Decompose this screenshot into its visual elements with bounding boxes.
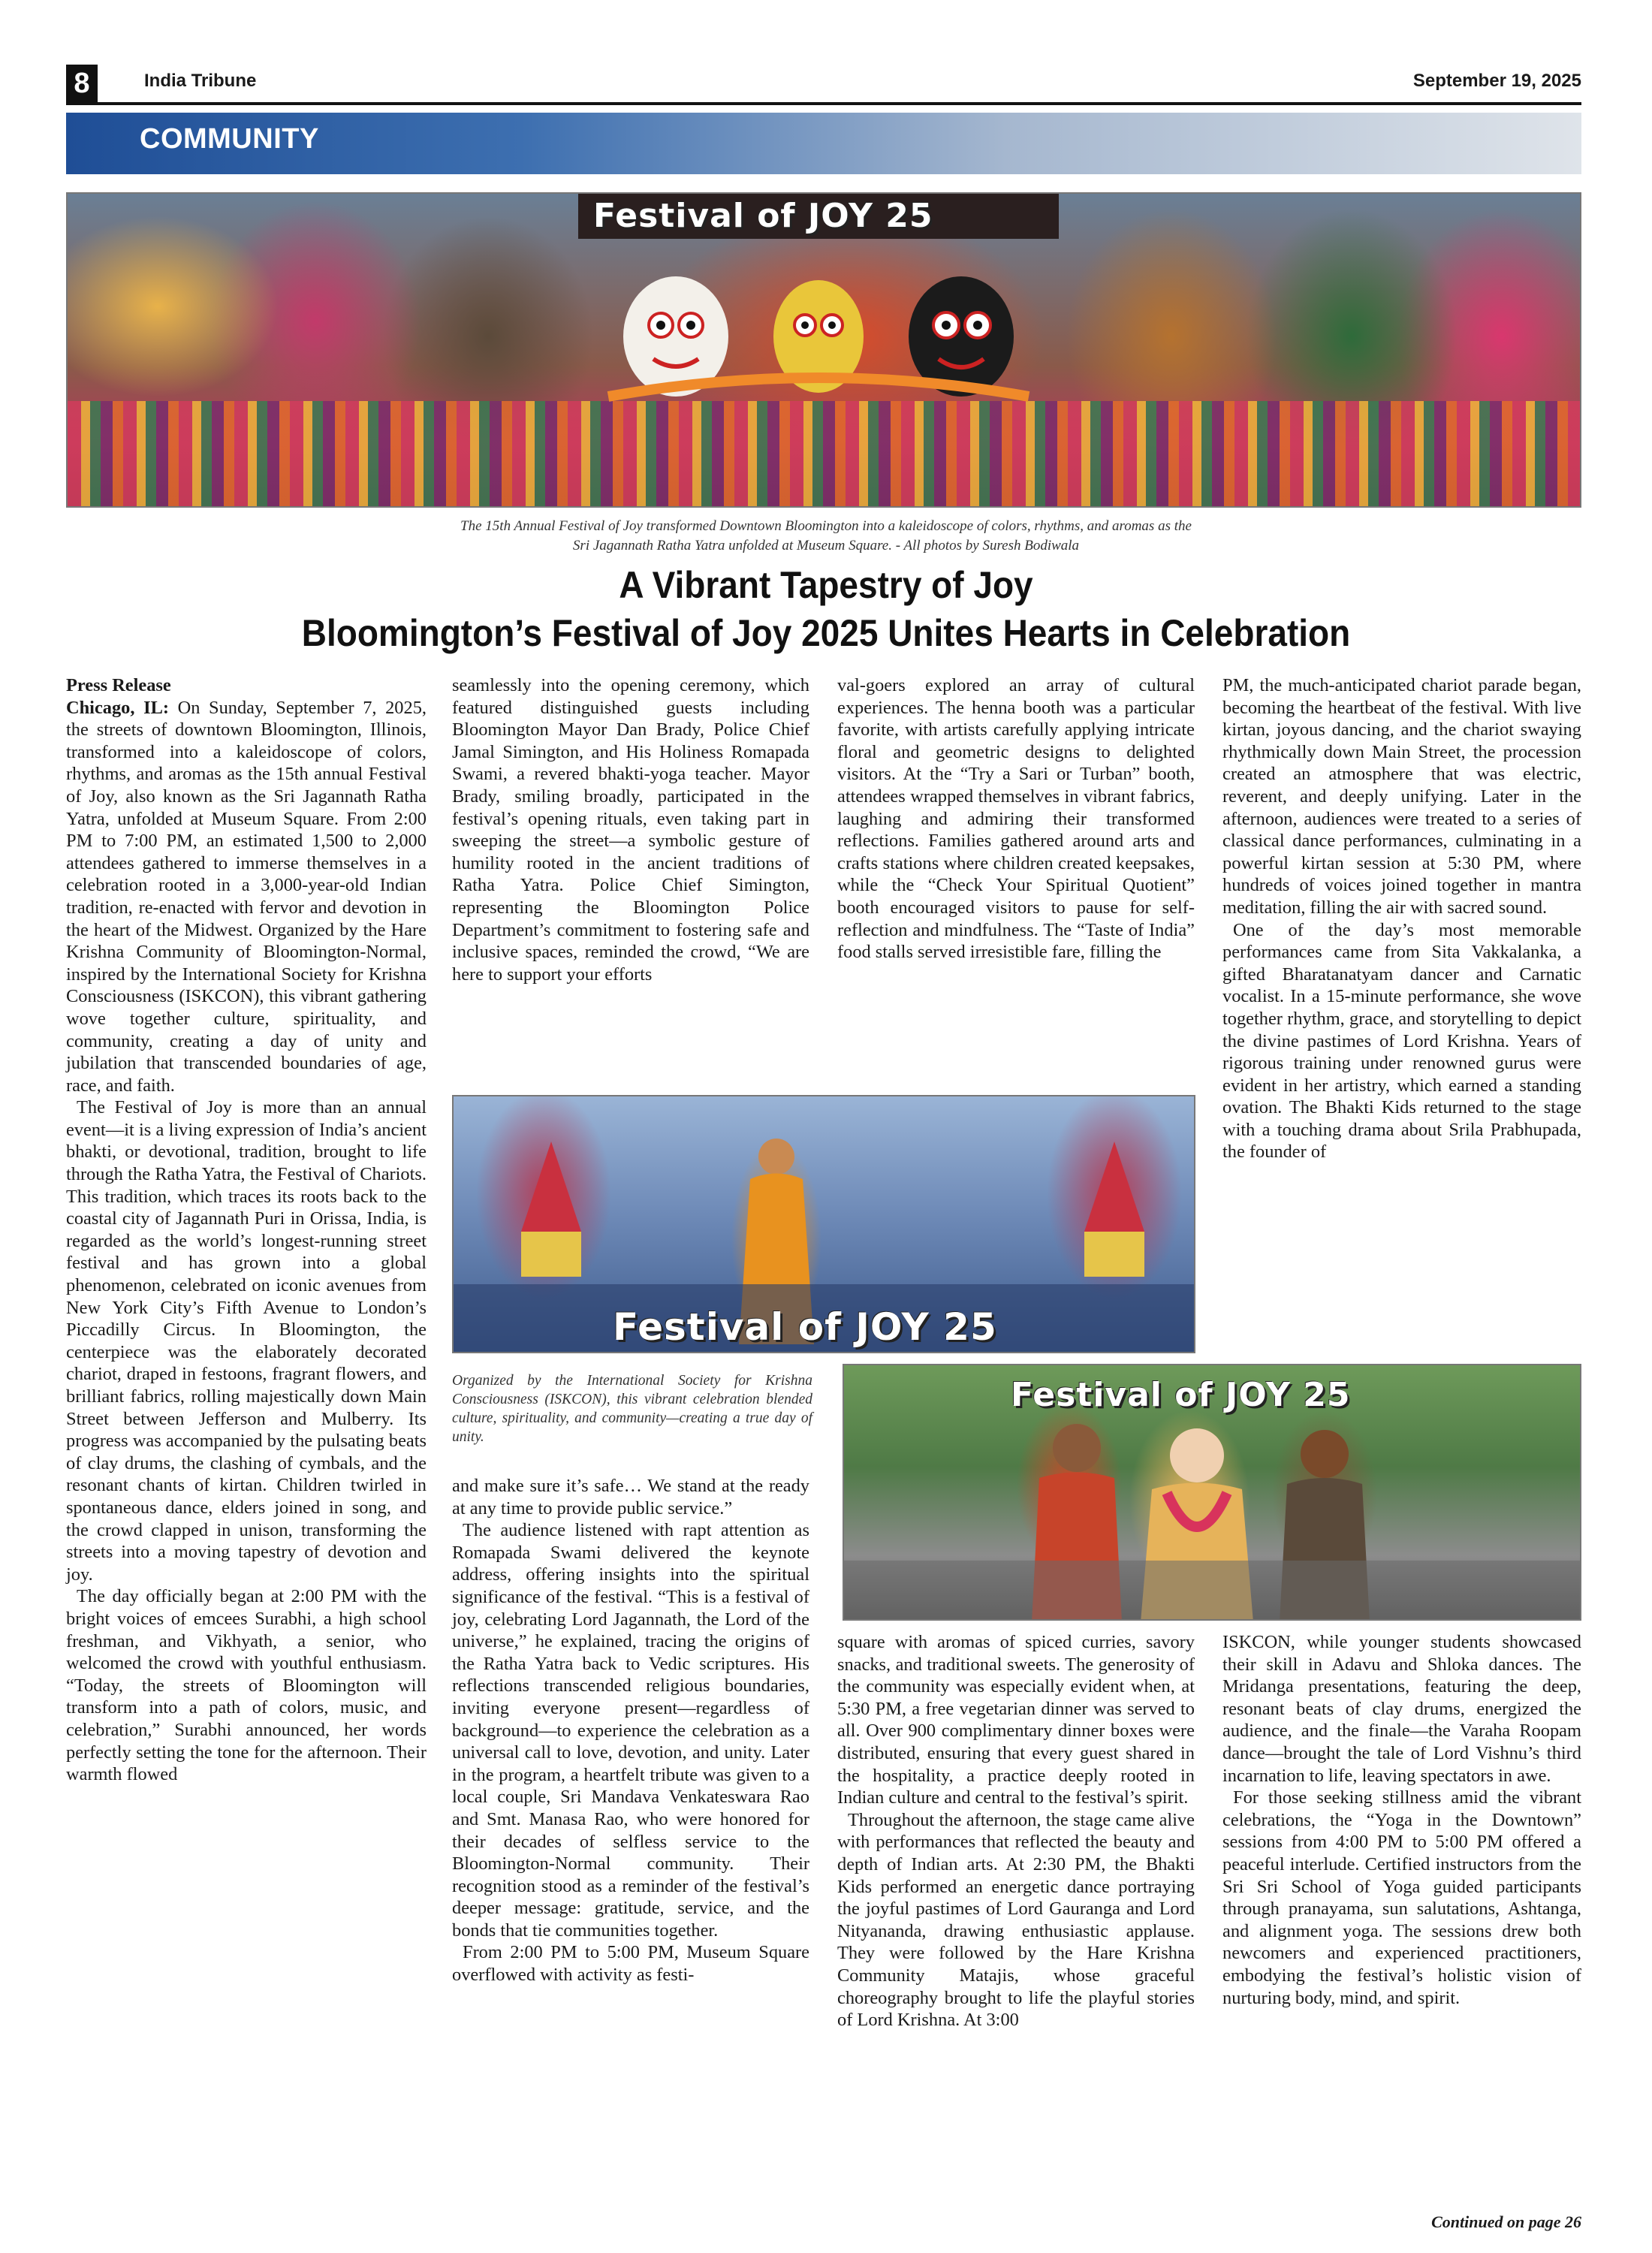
header-rule — [66, 102, 1581, 105]
article-paragraph: One of the day’s most memorable performances came from Sita Vakkalanka, a gifted Bharatanatyam dancer and Carnatic vocalist. In a 15-minute performance, she wove together rhythm, grace, and storytelling to depict the divine pastimes of Lord Krishna. Years of rigorous training under renowned gurus were evident in her artistry, which earned a standing ovation. The Bhakti Kids returned to the stage with a touching drama about Srila Prabhupada, the founder of — [1222, 919, 1581, 1163]
hero-photo-caption — [225, 517, 1427, 556]
hero-crowd-image — [68, 401, 1580, 506]
article-paragraph: Throughout the afternoon, the stage came alive with performances that reflected the beauty and depth of Indian arts. At 2:30 PM, the Bhakti Kids performed an energetic dance portraying the joyful pastimes of Lord Gauranga and Lord Nityananda, drawing enthusiastic applause. They were followed by the Hare Krishna Community Matajis, whose graceful choreography brought to life the playful stories of Lord Krishna. At 3:00 — [837, 1809, 1195, 2031]
article-paragraph: and make sure it’s safe… We stand at the ready at any time to provide public service.” — [452, 1476, 809, 1519]
article-column-2-bottom — [452, 1475, 809, 1986]
article-paragraph: val-goers explored an array of cultural experiences. The henna booth was a particular favorite, with artists carefully applying intricate floral and geometric designs to delighted visitors. At the “Try a Sari or Turban” booth, attendees wrapped themselves in vibrant fabrics, laughing and admiring their transformed reflections. Families gathered around arts and crafts stations where children created keepsakes, while the “Check Your Spiritual Quotient” booth encouraged visitors to pause for self-reflection and mindfulness. The “Taste of India” food stalls served irresistible fare, filling the — [837, 675, 1195, 963]
article-column-3-bottom — [837, 1631, 1195, 2031]
photo2-caption: Organized by the International Society for Krishna Consciousness (ISKCON), this vibrant celebration blended culture, spirituality, and community—creating a true day of unity. — [452, 1373, 812, 1445]
hero-caption-line-2: Sri Jagannath Ratha Yatra unfolded at Museum Square. - All photos by Suresh Bodiwala — [572, 538, 1080, 553]
photo2-festival-logo: Festival of JOY 25 — [613, 1305, 997, 1349]
article-headline: A Vibrant Tapestry of Joy — [619, 564, 1033, 606]
issue-date: September 19, 2025 — [1412, 71, 1581, 91]
article-paragraph: The day officially began at 2:00 PM with the bright voices of emcees Surabhi, a high school freshman, and Vikhyath, a senior, who welcomed the crowd with youthful enthusiasm. “Today, the streets of Bloomington will transform into a path of colors, music, and celebration,” Surabhi announced, her words perfectly setting the tone for the afternoon. Their warmth flowed — [66, 1586, 427, 1785]
article-column-1 — [66, 674, 427, 1786]
article-column-3-top — [837, 674, 1195, 964]
paragraph-text: On Sunday, September 7, 2025, the streets of downtown Bloomington, Illinois, transformed into a kaleidoscope of colors, rhythms, and aromas as the 15th annual Festival of Joy, also known as the Sri Jagannath Ratha Yatra, unfolded at Museum Square. From 2:00 PM to 7:00 PM, an estimated 1,500 to 2,000 attendees gathered to immerse themselves in a celebration rooted in a 3,000-year-old Indian tradition, re-enacted with fervor and devotion in the heart of the Midwest. Organized by the Hare Krishna Community of Bloomington-Normal, inspired by the International Society for Krishna Consciousness (ISKCON), this vibrant gathering wove together culture, spirituality, and community, creating a day of unity and jubilation that transcended boundaries of age, race, and faith. — [66, 697, 427, 1096]
article-paragraph: The audience listened with rapt attention as Romapada Swami delivered the keynote address, offering insights into the spiritual significance of the festival. “This is a festival of joy, celebrating Lord Jagannath, the Lord of the universe,” he explained, tracing the origins of the Ratha Yatra back to Vedic scriptures. His reflections transcended religious boundaries, inviting everyone present—regardless of background—to experience the celebration as a universal call to love, devotion, and unity. Later in the program, a heartfelt tribute was given to a local couple, Sri Mandava Venkateswara Rao and Smt. Manasa Rao, who were honored for their decades of selfless service to the Bloomington-Normal community. Their recognition stood as a reminder of the festival’s deeper message: gratitude, service, and the bonds that tie communities together. — [452, 1520, 809, 1941]
byline: Press Release — [66, 675, 171, 695]
continued-on-page-link[interactable]: Continued on page 26 — [1431, 2212, 1581, 2231]
chariot-right — [1084, 1142, 1144, 1277]
distinguished-guests-photo — [843, 1364, 1581, 1621]
article-column-2-top — [452, 674, 809, 985]
article-paragraph: The Festival of Joy is more than an annual event—it is a living expression of India’s ancient bhakti, or devotional, tradition, brought to life through the Ratha Yatra, the Festival of Chariots. This tradition, which traces its roots back to the coastal city of Jagannath Puri in Orissa, India, is regarded as the world’s longest-running street festival and has grown into a global phenomenon, celebrated on iconic avenues from New York City’s Fifth Avenue to London’s Piccadilly Circus. In Bloomington, the centerpiece was the elaborately decorated chariot, draped in festoons, fragrant flowers, and brilliant fabrics, rolling majestically down Main Street between Jefferson and Mulberry. Its progress was accompanied by the pulsating beats of clay drums, the clashing of cymbals, and the resonant chants of kirtan. Children twirled in spontaneous dance, elders joined in song, and the crowd clapped in unison, transforming the streets into a moving tapestry of devotion and joy. — [66, 1097, 427, 1585]
hero-photo-collage — [66, 192, 1581, 508]
photo3-festival-logo: Festival of JOY 25 — [1011, 1376, 1351, 1414]
section-banner — [66, 113, 1581, 174]
article-column-4-bottom — [1222, 1631, 1581, 2009]
page-number: 8 — [66, 65, 98, 102]
article-paragraph: seamlessly into the opening ceremony, which featured distinguished guests including Bloomington Mayor Dan Brady, Police Chief Jamal Simington, and His Holiness Romapada Swami, a revered bhakti-yoga teacher. Mayor Brady, smiling broadly, participated in the festival’s opening rituals, even taking part in sweeping the street—a symbolic gesture of humility rooted in the ancient traditions of Ratha Yatra. Police Chief Simington, representing the Bloomington Police Department’s commitment to fostering safe and inclusive spaces, reminded the crowd, “We are here to support your efforts — [452, 675, 809, 985]
article-paragraph: PM, the much-anticipated chariot parade began, becoming the heartbeat of the festival. With live kirtan, joyous dancing, and the chariot swaying rhythmically down Main Street, the procession created an atmosphere that was electric, reverent, and deeply unifying. Later in the afternoon, audiences were treated to a series of classical dance performances, culminating in a powerful kirtan session at 5:30 PM, where hundreds of voices joined together in mantra meditation, filling the air with sacred sound. — [1222, 675, 1581, 918]
chariot-procession-photo — [452, 1095, 1195, 1353]
article-paragraph: From 2:00 PM to 5:00 PM, Museum Square overflowed with activity as festi- — [452, 1942, 809, 1986]
dateline: Chicago, IL: — [66, 697, 169, 718]
article-paragraph — [66, 697, 427, 1097]
hero-caption-line-1: The 15th Annual Festival of Joy transformed Downtown Bloomington into a kaleidoscope of colors, rhythms, and aromas as the — [460, 518, 1192, 534]
hero-festival-logo: Festival of JOY 25 — [593, 197, 933, 235]
article-column-4-top — [1222, 674, 1581, 1163]
article-subheadline: Bloomington’s Festival of Joy 2025 Unites Hearts in Celebration — [301, 612, 1351, 654]
chariot-left — [521, 1142, 581, 1277]
publication-name: India Tribune — [144, 71, 257, 91]
jagannath-deities-image — [593, 254, 1044, 404]
article-paragraph: ISKCON, while younger students showcased their skill in Adavu and Shloka dances. The Mridanga presentations, featuring the deep, resonant beats of clay drums, energized the audience, and the finale—the Varaha Roopam dance—brought the tale of Lord Vishnu’s third incarnation to life, leaving spectators in awe. — [1222, 1632, 1581, 1786]
audience-silhouette — [844, 1561, 1581, 1621]
section-label: COMMUNITY — [140, 123, 319, 155]
article-paragraph: For those seeking stillness amid the vibrant celebrations, the “Yoga in the Downtown” sessions from 4:00 PM to 5:00 PM offered a peaceful interlude. Certified instructors from the Sri Sri School of Yoga guided participants through pranayama, sun salutations, Ashtanga, and alignment yoga. The sessions drew both newcomers and experienced practitioners, embodying the festival’s holistic vision of nurturing body, mind, and spirit. — [1222, 1787, 1581, 2008]
article-paragraph: square with aromas of spiced curries, savory snacks, and traditional sweets. The generosity of the community was especially evident when, at 5:30 PM, a free vegetarian dinner was served to all. Over 900 complimentary dinner boxes were distributed, ensuring that every guest shared in the hospitality, a practice deeply rooted in Indian culture and central to the festival’s spirit. — [837, 1632, 1195, 1808]
